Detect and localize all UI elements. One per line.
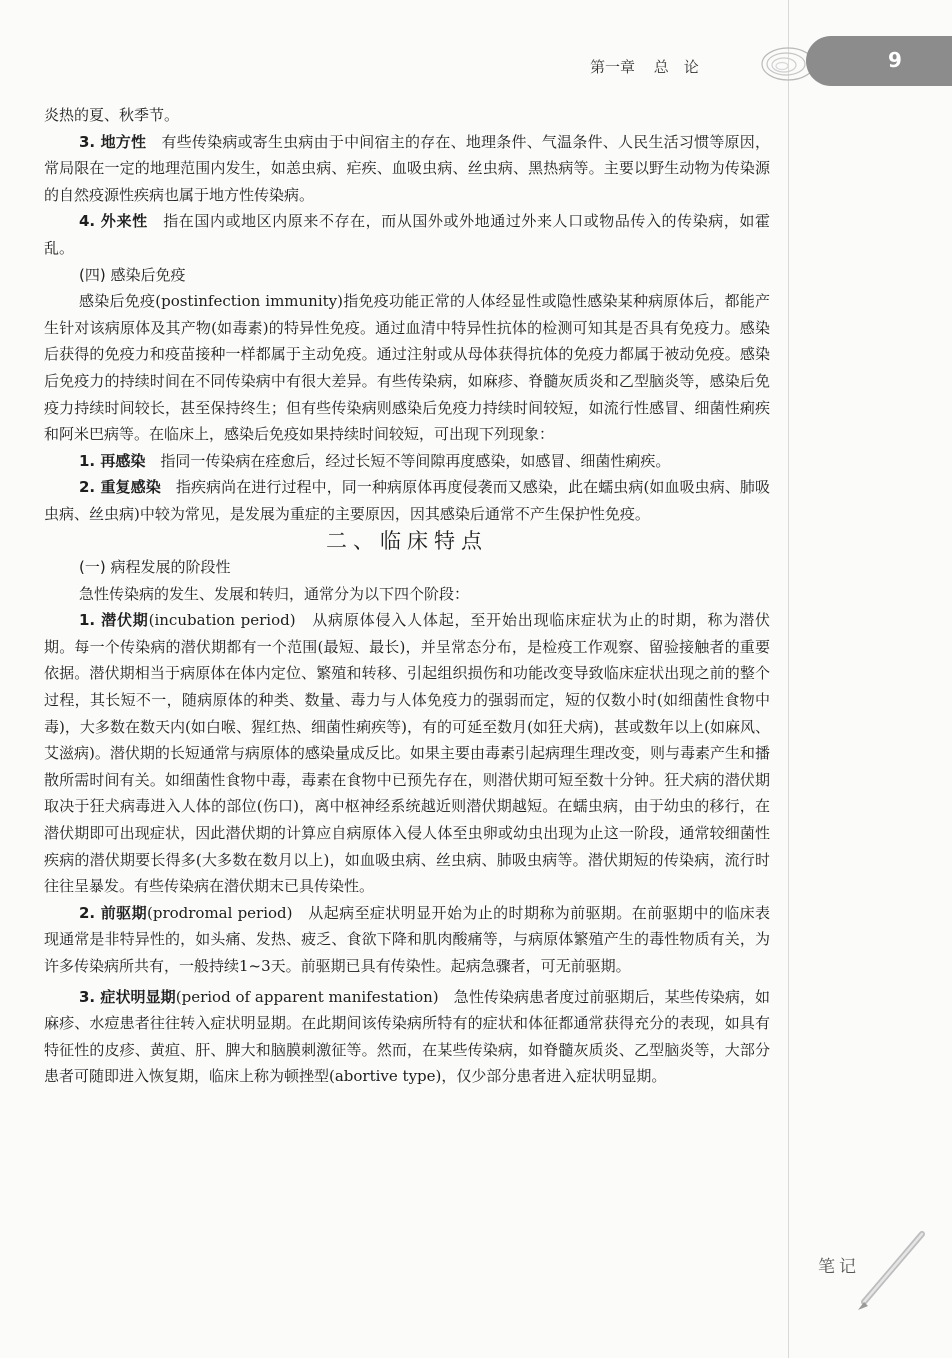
margin-divider: [788, 0, 789, 1358]
paragraph: [44, 474, 770, 527]
paragraph-text: (prodromal period) 从起病至症状明显开始为止的时期称为前驱期。在前驱期中的临床表现通常是非特异性的，如头痛、发热、疲乏、食欲下降和肌肉酸痛等，与病原体繁殖产生的毒性物质有关，为许多传染病所共有，一般持续1~3天。前驱期已具有传染性。起病急骤者，可无前驱期。: [44, 903, 770, 975]
paragraph-text: 指疾病尚在进行过程中，同一种病原体再度侵袭而又感染，此在蠕虫病(如血吸虫病、肺吸虫病、丝虫病)中较为常见，是发展为重症的主要原因，因其感染后通常不产生保护性免疫。: [44, 478, 770, 523]
term-heading: 4. 外来性: [79, 212, 148, 231]
chapter-title: 总 论: [653, 58, 699, 76]
paragraph-text: (incubation period) 从病原体侵入人体起，至开始出现临床症状为止的时期，称为潜伏期。每一个传染病的潜伏期都有一个范围(最短、最长)，并呈常态分布，是检疫工作观察、留验接触者的重要依据。潜伏期相当于病原体在体内定位、繁殖和转移、引起组织损伤和功能改变导致临床症状出现之前的整个过程，其长短不一，随病原体的种类、数量、毒力与人体免疫力的强弱而定，短的仅数小时(如细菌性食物中毒)，大多数在数天内(如白喉、猩红热、细菌性痢疾等)，有的可延至数月(如狂犬病)，甚或数年以上(如麻风、艾滋病)。潜伏期的长短通常与病原体的感染量成反比。如果主要由毒素引起病理生理改变，则与毒素产生和播散所需时间有关。如细菌性食物中毒，毒素在食物中已预先存在，则潜伏期可短至数十分钟。狂犬病的潜伏期取决于狂犬病毒进入人体的部位(伤口)，离中枢神经系统越近则潜伏期越短。在蠕虫病，由于幼虫的移行，在潜伏期即可出现症状，因此潜伏期的计算应自病原体入侵人体至虫卵或幼虫出现为止这一阶段，通常较细菌性疾病的潜伏期要长得多(大多数在数月以上)，如血吸虫病、丝虫病、肺吸虫病等。潜伏期短的传染病，流行时往往呈暴发。有些传染病在潜伏期末已具传染性。: [44, 611, 771, 896]
paragraph: [44, 208, 770, 261]
paragraph-text: 指在国内或地区内原来不存在，而从国外或外地通过外来人口或物品传入的传染病，如霍乱。: [44, 212, 770, 257]
paragraph-text: 指同一传染病在痊愈后，经过长短不等间隙再度感染，如感冒、细菌性痢疾。: [145, 451, 671, 470]
paragraph: 急性传染病的发生、发展和转归，通常分为以下四个阶段：: [79, 584, 470, 603]
running-head: [590, 56, 699, 77]
term-heading: 2. 重复感染: [79, 478, 161, 497]
term-heading: 3. 症状明显期: [79, 987, 176, 1006]
subsection-heading: (一) 病程发展的阶段性: [79, 558, 231, 577]
paragraph-text: 有些传染病或寄生虫病由于中间宿主的存在、地理条件、气温条件、人民生活习惯等原因，常局限在一定的地理范围内发生，如恙虫病、疟疾、血吸虫病、丝虫病、黑热病等。主要以野生动物为传染源的自然疫源性疾病也属于地方性传染病。: [44, 132, 770, 204]
paragraph-text: (period of apparent manifestation) 急性传染病患者度过前驱期后，某些传染病，如麻疹、水痘患者往往转入症状明显期。在此期间该传染病所特有的症状和体征都通常获得充分的表现，如具有特征性的皮疹、黄疸、肝、脾大和脑膜刺激征等。然而，在某些传染病，如脊髓灰质炎、乙型脑炎等，大部分患者可随即进入恢复期，临床上称为顿挫型(abortive type)，仅少部分患者进入症状明显期。: [44, 987, 770, 1086]
term-heading: 2. 前驱期: [79, 903, 147, 922]
paragraph: [44, 900, 770, 980]
paragraph: [44, 607, 770, 900]
paragraph: 感染后免疫(postinfection immunity)指免疫功能正常的人体经显性或隐性感染某种病原体后，都能产生针对该病原体及其产物(如毒素)的特异性免疫。通过血清中特异性抗体的检测可知其是否具有免疫力。感染后获得的免疫力和疫苗接种一样都属于主动免疫。通过注射或从母体获得抗体的免疫力都属于被动免疫。感染后免疫力的持续时间在不同传染病中有很大差异。有些传染病，如麻疹、脊髓灰质炎和乙型脑炎等，感染后免疫力持续时间较长，甚至保持终生；但有些传染病则感染后免疫力持续时间较短，如流行性感冒、细菌性痢疾和阿米巴病等。在临床上，感染后免疫如果持续时间较短，可出现下列现象：: [44, 292, 770, 444]
term-heading: 1. 潜伏期: [79, 611, 149, 630]
term-heading: 1. 再感染: [79, 451, 146, 470]
pencil-icon: [852, 1228, 928, 1312]
paragraph: [44, 448, 770, 475]
paragraph: 炎热的夏、秋季节。: [44, 106, 180, 124]
chapter-label: 第一章: [590, 58, 636, 76]
page-number-tab: [806, 36, 952, 86]
term-heading: 3. 地方性: [79, 132, 147, 151]
body-text: [44, 102, 770, 1090]
page-number: 9: [888, 48, 902, 72]
section-heading: 二、临床特点: [326, 528, 488, 553]
paragraph: [44, 129, 770, 209]
subsection-heading: (四) 感染后免疫: [79, 265, 186, 284]
notes-label: 笔记: [818, 1257, 860, 1277]
paragraph: [44, 984, 770, 1090]
